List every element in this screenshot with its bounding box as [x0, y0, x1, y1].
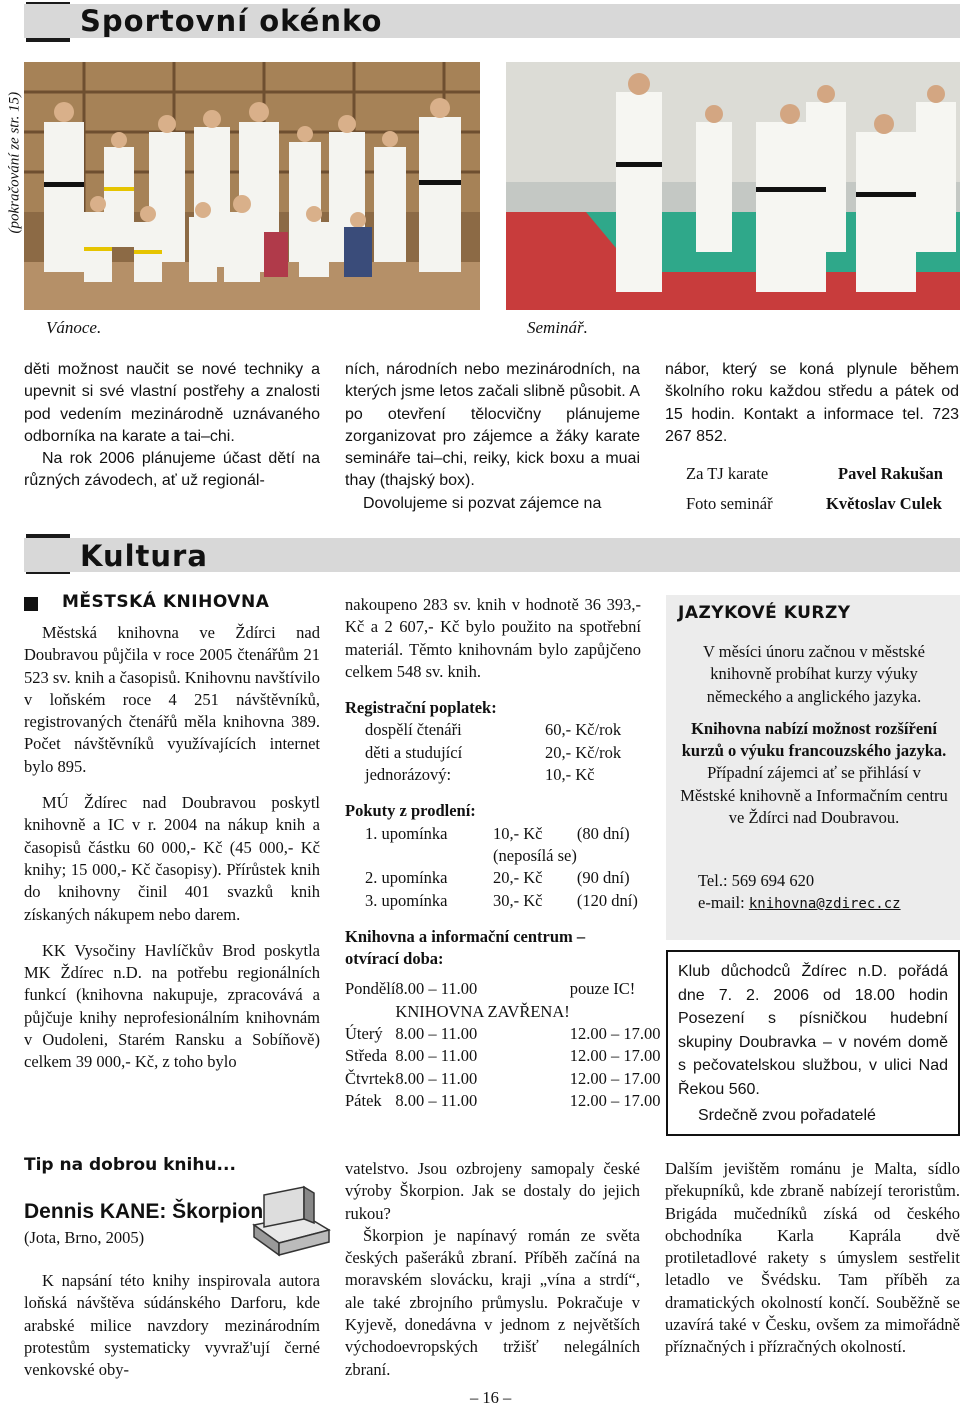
library-email-link[interactable]: knihovna@zdirec.cz	[748, 896, 901, 912]
fee-price: 20,- Kč/rok	[545, 742, 622, 762]
fee-row	[365, 742, 621, 764]
penalty-row	[365, 890, 638, 912]
hours-day: Úterý	[345, 1024, 383, 1044]
penalty-days	[577, 845, 638, 867]
hours-afternoon: 12.00 – 17.00	[569, 1090, 661, 1110]
french-course-offer: Knihovna nabízí možnost rozšíření kurzů o výuku francouzského jazyka.	[681, 718, 947, 761]
sport-column-2	[345, 359, 640, 515]
hours-morning: 8.00 – 11.00	[395, 1090, 478, 1110]
library-heading: MĚSTSKÁ KNIHOVNA	[62, 592, 270, 612]
fee-row	[365, 719, 621, 741]
penalty-reminder	[365, 845, 493, 867]
seniors-club-box	[666, 950, 960, 1136]
book-tip-paragraph: Škorpion je napínavý román ze světa českých pašeráků zbraní. Příběh začíná na moravském slovácku, kraji „vína a strdí“, ale také zbrojního průmyslu. Pokračuje v Kyjevě, donedávna v jednom z největších východoevropských tržišť nelegálních zbraní.	[345, 1225, 640, 1379]
library-paragraph: KK Vysočiny Havlíčkův Brod poskytla MK Ždírec n.D. na potřebu regionálních funkcí (knihovna nakupuje, zpracovává a půjčuje knihy neprofesionálním knihovnám v Oudoleni, Starém Ransku a Sobíňově) celkem 39 000,- Kč, z toho bylo	[24, 940, 320, 1072]
book-stack-icon	[244, 1185, 334, 1270]
sport-column-1	[24, 359, 320, 493]
hours-morning: 8.00 – 11.00	[395, 1024, 478, 1044]
hours-afternoon	[570, 1001, 661, 1023]
fee-price: 60,- Kč/rok	[545, 720, 622, 740]
hours-day: Středa	[345, 1046, 388, 1066]
hours-row	[345, 1068, 661, 1090]
penalty-table	[365, 823, 638, 912]
fee-category: jednorázový:	[365, 765, 452, 785]
penalty-days: (120 dní)	[576, 890, 638, 910]
library-email-line	[698, 893, 901, 913]
hours-row	[345, 978, 661, 1000]
hours-afternoon: 12.00 – 17.00	[569, 1046, 661, 1066]
registration-heading: Registrační poplatek:	[345, 698, 497, 718]
book-publisher: (Jota, Brno, 2005)	[24, 1228, 145, 1247]
language-courses-heading: JAZYKOVÉ KURZY	[678, 603, 851, 623]
sport-paragraph: nábor, který se koná plynule během školního roku každou středu a pátek od 15 hodin. Kontakt a informace tel. 723 267 852.	[665, 361, 959, 445]
library-phone: Tel.: 569 694 620	[698, 871, 815, 890]
penalty-days: (90 dní)	[576, 868, 630, 888]
library-paragraph: nakoupeno 283 sv. knih v hodnotě 36 393,- Kč a 2 607,- Kč bylo použito na spotřební materiál. Těmto knihovnám bylo zapůjčeno celkem 548 sv. knih.	[345, 595, 641, 681]
photo-caption-seminar: Seminář.	[527, 318, 588, 337]
signature-name: Pavel Rakušan	[838, 464, 943, 483]
hours-day	[345, 1001, 395, 1023]
hours-day: Pondělí	[345, 979, 396, 999]
book-tip-column-2	[345, 1158, 640, 1381]
library-column-1	[24, 622, 320, 1074]
penalty-row	[365, 823, 638, 845]
opening-hours-table	[345, 978, 661, 1112]
language-courses-box	[666, 595, 960, 940]
language-courses-paragraph	[678, 718, 950, 829]
photo-credit-label: Foto seminář	[686, 494, 773, 513]
sport-paragraph: děti možnost naučit se nové techniky a upevnit si své vlastní postřehy a znalosti pod vedením mezinárodně uznávaného odborníka na karate a tai–chi.	[24, 361, 320, 445]
hours-morning: KNIHOVNA ZAVŘENA!	[395, 1001, 570, 1021]
book-title: Dennis KANE: Škorpion	[24, 1200, 264, 1223]
email-label: e-mail:	[698, 893, 749, 912]
hours-row	[345, 1023, 661, 1045]
penalty-amount: 30,- Kč	[493, 890, 543, 910]
hours-morning: 8.00 – 11.00	[395, 1068, 478, 1088]
hours-afternoon: 12.00 – 17.00	[569, 1024, 661, 1044]
fee-category: děti a studující	[365, 742, 463, 762]
hours-day: Pátek	[345, 1090, 382, 1110]
photo-christmas-group	[24, 62, 480, 310]
sport-paragraph: Na rok 2006 plánujeme účast dětí na různých závodech, ať už regionál-	[24, 450, 320, 490]
penalty-row	[365, 845, 638, 867]
penalty-amount: (neposílá se)	[493, 845, 577, 865]
seniors-club-text: Klub důchodců Ždírec n.D. pořádá dne 7. 2. 2006 od 18.00 hodin Posezení s písničkou hudební skupiny Doubravka – v novém domě s pečovatelskou službou, v ulici Nad Řekou 560.	[678, 963, 948, 1098]
sport-paragraph: Dovolujeme si pozvat zájemce na	[363, 494, 602, 512]
penalty-heading: Pokuty z prodlení:	[345, 801, 476, 821]
penalty-amount: 10,- Kč	[493, 823, 543, 843]
section-title-sport: Sportovní okénko	[80, 4, 383, 38]
hours-row	[345, 1001, 661, 1023]
book-tip-heading: Tip na dobrou knihu...	[24, 1155, 236, 1175]
book-tip-column-1	[24, 1270, 320, 1381]
signature-label: Za TJ karate	[686, 464, 769, 483]
continuation-note: (pokračování ze str. 15)	[6, 91, 23, 234]
hours-day: Čtvrtek	[345, 1068, 395, 1088]
penalty-reminder: 2. upomínka	[365, 868, 448, 888]
hours-afternoon: pouze IC!	[569, 979, 636, 999]
photo-seminar	[506, 62, 960, 310]
sport-paragraph: ních, národních nebo mezinárodních, na kterých jsme letos začali slibně působit. A po otevření tělocvičny plánujeme zorganizovat pro zájemce a žáky karate semináře tai–chi, reiky, kick boxu a muai thay (thajský box).	[345, 361, 640, 490]
fee-table	[365, 719, 621, 786]
section-title-kultura: Kultura	[80, 539, 208, 573]
french-course-rest: Případní zájemci ať se přihlásí v Městské knihovně a Informačním centru ve Ždírci nad Doubravou.	[680, 763, 948, 828]
photo-credit-name: Květoslav Culek	[826, 494, 942, 513]
square-bullet-icon	[24, 597, 38, 611]
seniors-club-signature: Srdečně zvou pořadatelé	[698, 1107, 876, 1124]
hours-afternoon: 12.00 – 17.00	[569, 1068, 661, 1088]
fee-category: dospělí čtenáři	[365, 720, 462, 740]
penalty-reminder: 1. upomínka	[365, 823, 448, 843]
penalty-days: (80 dní)	[576, 823, 630, 843]
sport-column-3	[665, 359, 959, 448]
library-paragraph: Městská knihovna ve Ždírci nad Doubravou půjčila v roce 2005 čtenářům 21 523 sv. knih a časopisů. Knihovnu navštívilo v loňském roce 4 251 návštěvníků, registrovaných čtenářů měla knihovna 389. Počet návštěvníků využívajících internet bylo 895.	[24, 623, 320, 776]
penalty-row	[365, 867, 638, 889]
language-courses-paragraph: V měsíci únoru začnou v městské knihovně probíhat kurzy výuky německého a anglického jazyka.	[703, 642, 925, 706]
library-column-2	[345, 594, 661, 1112]
penalty-amount: 20,- Kč	[493, 868, 543, 888]
language-courses-text	[678, 641, 950, 829]
book-tip-column-3	[665, 1158, 960, 1359]
book-tip-paragraph: vatelstvo. Jsou ozbrojeny samopaly české výroby Škorpion. Jak se dostaly do jejich rukou?	[345, 1159, 640, 1223]
hours-row	[345, 1045, 661, 1067]
fee-row	[365, 764, 621, 786]
hours-morning: 8.00 – 11.00	[395, 1046, 478, 1066]
opening-hours-heading: Knihovna a informační centrum – otvírací doba:	[345, 926, 586, 969]
book-tip-paragraph: K napsání této knihy inspirovala autora loňská návštěva súdánského Darforu, kde arabské milice navzdory mezinárodním protestům systematicky vyvraž'ují černé venkovské oby-	[24, 1271, 320, 1380]
book-tip-paragraph: Dalším jevištěm románu je Malta, sídlo překupníků, kde zbraně nabízejí teroristům. Brigáda mučedníků získá od českého obchodníka Karla Kaprála dvě protiletadlové rakety s úmyslem sestřelit letadlo ve Švédsku. Tam příběh za dramatických okolností končí. Souběžně se uzavírá také v Česku, ovšem za mimořádně příznačných i přízračných okolností.	[665, 1159, 960, 1357]
hours-morning: 8.00 – 11.00	[395, 979, 478, 999]
page-number: – 16 –	[470, 1388, 512, 1407]
photo-caption-christmas: Vánoce.	[46, 318, 102, 337]
hours-row	[345, 1090, 661, 1112]
penalty-reminder: 3. upomínka	[365, 890, 448, 910]
library-paragraph: MÚ Ždírec nad Doubravou poskytl knihovně a IC v r. 2004 na nákup knih a časopisů částku 60 000,- Kč (45 000,- Kč knihy; 15 000,- Kč časopisy). Přírůstek knih do knihovny činil 401 svazků knih získaných nákupem nebo darem.	[24, 793, 320, 924]
fee-price: 10,- Kč	[545, 765, 595, 785]
